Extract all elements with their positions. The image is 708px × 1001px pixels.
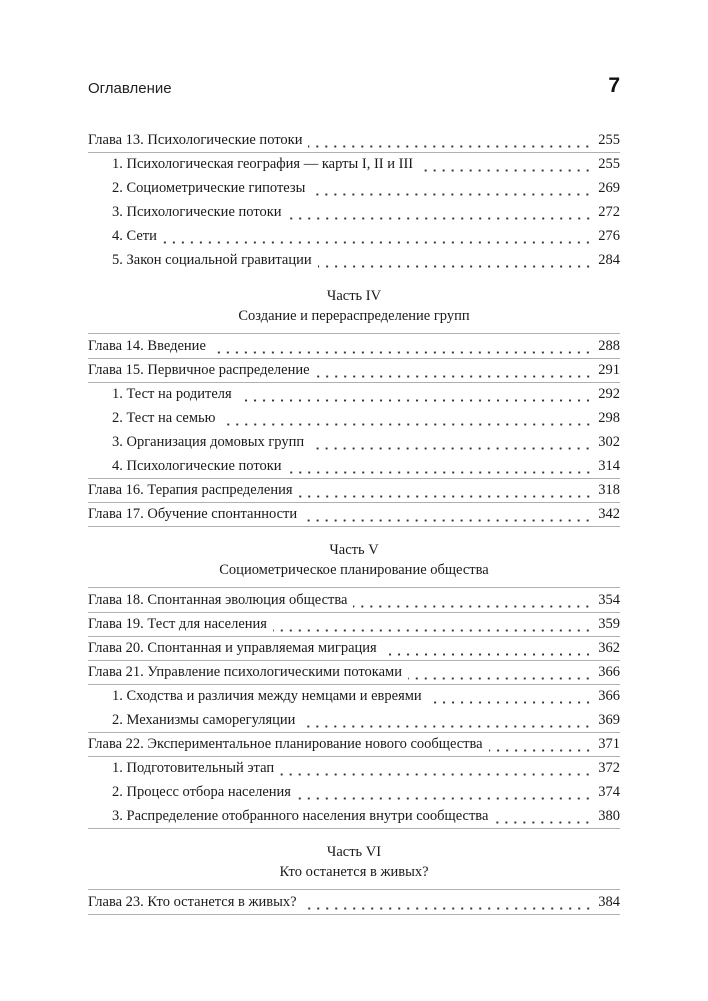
toc-entry-page: 292 (598, 386, 620, 402)
toc-entry-chapter-19[interactable] (88, 612, 620, 636)
toc-entry-title: 1. Тест на родителя (112, 386, 232, 402)
toc-subentry[interactable] (88, 684, 620, 708)
toc-entry-title: 5. Закон социальной гравитации (112, 252, 312, 268)
toc-entry-title: Глава 19. Тест для населения (88, 616, 267, 632)
toc-entry-chapter-21[interactable] (88, 660, 620, 684)
dot-leader (303, 519, 592, 522)
toc-entry-page: 384 (598, 894, 620, 910)
toc-entry-page: 371 (598, 736, 620, 752)
toc-entry-title: 1. Подготовительный этап (112, 760, 275, 776)
part-label: Часть V (329, 542, 379, 558)
toc-entry-title: 1. Психологическая география — карты I, II и III (112, 156, 414, 172)
toc-entry-title: Глава 13. Психологические потоки (88, 132, 303, 148)
toc-subentry[interactable] (88, 382, 620, 406)
toc-entry-title: 3. Распределение отобранного населения внутри сообщества (112, 808, 489, 824)
toc-entry-page: 314 (598, 458, 620, 474)
toc-entry-page: 318 (598, 482, 620, 498)
toc-subentry[interactable] (88, 200, 620, 224)
part-title: Кто останется в живых? (279, 864, 429, 880)
toc-entry-page: 342 (598, 506, 620, 522)
toc-entry-chapter-13[interactable] (88, 128, 620, 152)
toc-entry-page: 288 (598, 338, 620, 354)
toc-entry-page: 362 (598, 640, 620, 656)
dot-leader (428, 701, 593, 704)
dot-leader (408, 677, 592, 680)
dot-leader (299, 495, 593, 498)
toc-entry-chapter-17[interactable] (88, 502, 620, 526)
toc-entry-title: Глава 16. Терапия распределения (88, 482, 293, 498)
part-heading-5 (88, 540, 620, 580)
dot-leader (288, 471, 593, 474)
dot-leader (280, 773, 592, 776)
toc-entry-title: Глава 22. Экспериментальное планирование нового сообщества (88, 736, 483, 752)
part-heading-6 (88, 842, 620, 882)
dot-leader (316, 375, 593, 378)
toc-entry-page: 272 (598, 204, 620, 220)
dot-leader (288, 217, 593, 220)
toc-entry-page: 269 (598, 180, 620, 196)
part-heading-4 (88, 286, 620, 326)
dot-leader (311, 193, 592, 196)
toc-entry-page: 354 (598, 592, 620, 608)
dot-leader (273, 629, 592, 632)
toc-entry-title: 3. Организация домовых групп (112, 434, 305, 450)
dot-leader (353, 605, 592, 608)
toc-subentry[interactable] (88, 248, 620, 272)
toc-entry-page: 284 (598, 252, 620, 268)
part-title: Социометрическое планирование общества (219, 562, 489, 578)
toc-entry-title: 3. Психологические потоки (112, 204, 282, 220)
running-header-title: Оглавление (88, 80, 172, 97)
toc-entry-title: Глава 20. Спонтанная и управляемая миграция (88, 640, 377, 656)
toc-entry-title: Глава 21. Управление психологическими потоками (88, 664, 402, 680)
toc-entry-page: 255 (598, 156, 620, 172)
part-title: Создание и перераспределение групп (238, 308, 470, 324)
dot-leader (163, 241, 592, 244)
toc-entry-title: 4. Сети (112, 228, 157, 244)
dot-leader (238, 399, 593, 402)
toc-entry-chapter-14[interactable] (88, 334, 620, 358)
toc-entry-title: 2. Социометрические гипотезы (112, 180, 306, 196)
toc-entry-page: 372 (598, 760, 620, 776)
dot-leader (212, 351, 592, 354)
toc-entry-title: Глава 17. Обучение спонтанности (88, 506, 298, 522)
toc-entry-title: Глава 14. Введение (88, 338, 206, 354)
part-label: Часть VI (326, 844, 382, 860)
toc-entry-chapter-22[interactable] (88, 732, 620, 756)
toc-subentry[interactable] (88, 176, 620, 200)
page-number: 7 (608, 74, 620, 97)
toc-entry-title: Глава 18. Спонтанная эволюция общества (88, 592, 348, 608)
toc-subentry[interactable] (88, 756, 620, 780)
toc-entry-page: 291 (598, 362, 620, 378)
toc-entry-page: 380 (598, 808, 620, 824)
toc-entry-title: 4. Психологические потоки (112, 458, 282, 474)
toc-entry-title: Глава 23. Кто останется в живых? (88, 894, 297, 910)
toc-entry-title: 2. Механизмы саморегуляции (112, 712, 296, 728)
toc-entry-page: 366 (598, 664, 620, 680)
table-of-contents (88, 128, 620, 914)
toc-entry-title: 1. Сходства и различия между немцами и евреями (112, 688, 422, 704)
toc-subentry[interactable] (88, 780, 620, 804)
toc-entry-page: 302 (598, 434, 620, 450)
toc-entry-chapter-20[interactable] (88, 636, 620, 660)
dot-leader (494, 821, 592, 824)
dot-leader (383, 653, 593, 656)
toc-entry-title: Глава 15. Первичное распределение (88, 362, 310, 378)
toc-subentry[interactable] (88, 224, 620, 248)
toc-entry-page: 366 (598, 688, 620, 704)
dot-leader (489, 749, 593, 752)
toc-entry-page: 298 (598, 410, 620, 426)
toc-entry-title: 2. Тест на семью (112, 410, 216, 426)
dot-leader (419, 169, 592, 172)
toc-subentry[interactable] (88, 406, 620, 430)
dot-leader (297, 797, 592, 800)
dot-leader (310, 447, 592, 450)
toc-entry-chapter-15[interactable] (88, 358, 620, 382)
toc-entry-title: 2. Процесс отбора населения (112, 784, 291, 800)
toc-entry-page: 369 (598, 712, 620, 728)
toc-entry-chapter-18[interactable] (88, 588, 620, 612)
toc-subentry[interactable] (88, 152, 620, 176)
toc-subentry[interactable] (88, 708, 620, 732)
toc-entry-page: 374 (598, 784, 620, 800)
toc-entry-page: 276 (598, 228, 620, 244)
dot-leader (318, 265, 593, 268)
part-label: Часть IV (326, 288, 382, 304)
toc-entry-page: 255 (598, 132, 620, 148)
toc-entry-page: 359 (598, 616, 620, 632)
toc-entry-chapter-16[interactable] (88, 478, 620, 502)
dot-leader (222, 423, 593, 426)
running-header (88, 74, 620, 100)
dot-leader (303, 907, 593, 910)
toc-subentry[interactable] (88, 804, 620, 828)
dot-leader (301, 725, 592, 728)
toc-entry-chapter-23[interactable] (88, 890, 620, 914)
toc-subentry[interactable] (88, 454, 620, 478)
dot-leader (308, 145, 592, 148)
toc-subentry[interactable] (88, 430, 620, 454)
